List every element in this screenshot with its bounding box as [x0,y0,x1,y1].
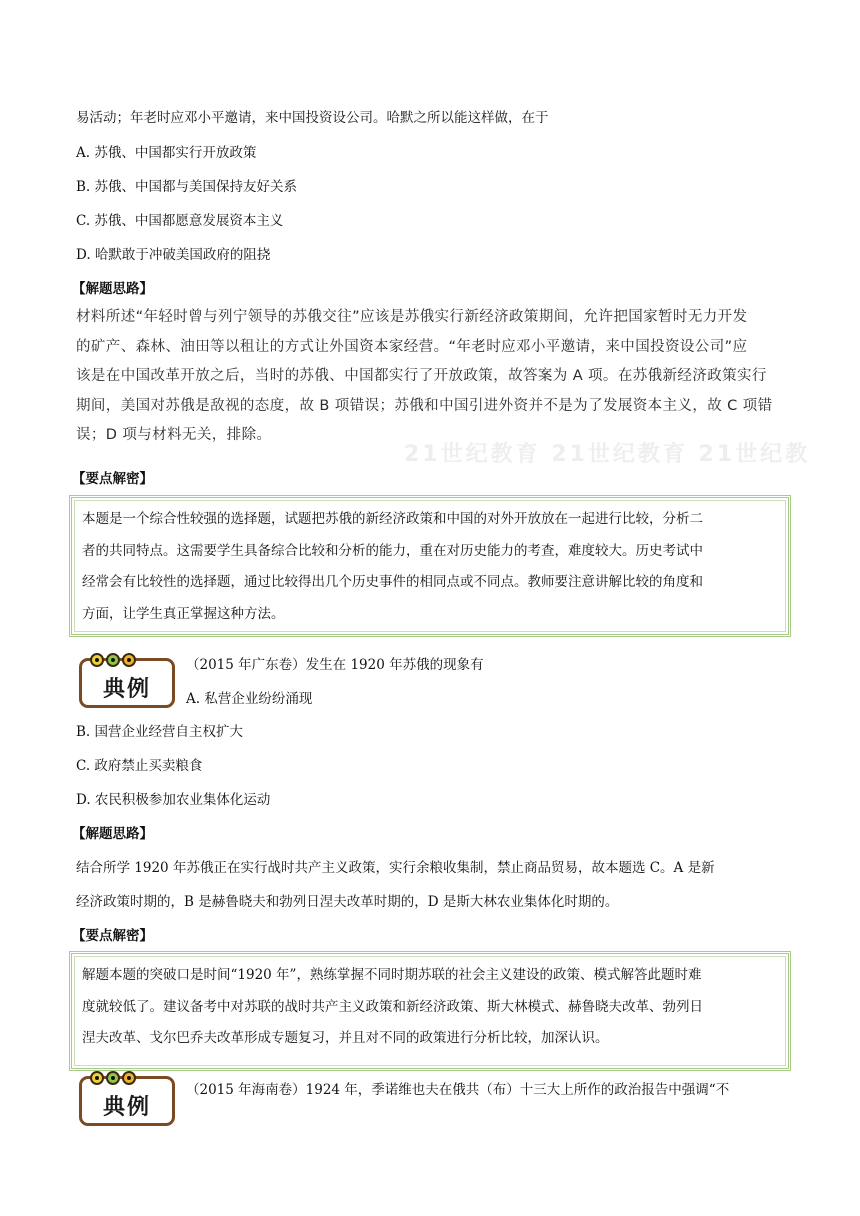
q1-option-b: B. 苏俄、中国都与美国保持友好关系 [76,179,298,195]
q2-option-b: B. 国营企业经营自主权扩大 [76,724,244,740]
q1-analysis-body [76,303,788,451]
analysis-line: 误；D 项与材料无关，排除。 [76,427,272,443]
tips-line: 方面，让学生真正掌握这种方法。 [82,605,285,622]
q2-analysis-line-2: 经济政策时期的，B 是赫鲁晓夫和勃列日涅夫改革时期的，D 是斯大林农业集体化时期的。 [76,894,619,910]
tips-line: 涅夫改革、戈尔巴乔夫改革形成专题复习，并且对不同的政策进行分析比较，加深认识。 [82,1030,609,1046]
analysis-line: 期间，美国对苏俄是敌视的态度，故 B 项错误；苏俄和中国引进外资并不是为了发展资本主义，故 C 项错 [76,397,773,414]
tips-line: 解题本题的突破口是时间“1920 年”，熟练掌握不同时期苏联的社会主义建设的政策、模式解答此题时难 [82,967,702,983]
q1-tips-box [69,495,791,637]
q2-tips-heading: 【要点解密】 [72,928,153,944]
tips-line: 度就较低了。建议备考中对苏联的战时共产主义政策和新经济政策、斯大林模式、赫鲁晓夫改革、勃列日 [82,998,703,1015]
q2-option-c: C. 政府禁止买卖粮食 [76,758,203,774]
q2-option-a: A. 私营企业纷纷涌现 [186,691,313,707]
q2-analysis-line-1: 结合所学 1920 年苏俄正在实行战时共产主义政策，实行余粮收集制，禁止商品贸易，故本题选 C。A 是新 [76,860,715,876]
q1-analysis-heading: 【解题思路】 [72,281,153,297]
q3-stem: （2015 年海南卷）1924 年，季诺维也夫在俄共（布）十三大上所作的政治报告中强调“不 [186,1082,730,1098]
tips-line: 本题是一个综合性较强的选择题，试题把苏俄的新经济政策和中国的对外开放放在一起进行比较，分析二 [82,511,703,527]
analysis-line: 材料所述“年轻时曾与列宁领导的苏俄交往”应该是苏俄实行新经济政策期间，允许把国家暂时无力开发 [76,309,748,325]
analysis-line: 该是在中国改革开放之后，当时的苏俄、中国都实行了开放政策，故答案为 A 项。在苏俄新经济政策实行 [76,368,767,384]
analysis-line: 的矿产、森林、油田等以租让的方式让外国资本家经营。“年老时应邓小平邀请，来中国投资设公司”应 [76,338,748,355]
q1-tips-heading: 【要点解密】 [72,471,153,487]
q1-option-c: C. 苏俄、中国都愿意发展资本主义 [76,213,284,229]
example-badge-label: 典例 [102,1095,151,1120]
watermark: 21世纪教育 21世纪教育 21世纪教 [404,442,811,467]
tips-line: 者的共同特点。这需要学生具备综合比较和分析的能力，重在对历史能力的考查，难度较大。历史考试中 [82,542,703,559]
q1-stem-end: 易活动；年老时应邓小平邀请，来中国投资设公司。哈默之所以能这样做，在于 [76,110,549,126]
q1-option-d: D. 哈默敢于冲破美国政府的阻挠 [76,247,271,263]
q2-stem: （2015 年广东卷）发生在 1920 年苏俄的现象有 [186,657,484,673]
q2-option-d: D. 农民积极参加农业集体化运动 [76,792,271,808]
example-badge-icon [79,1076,175,1126]
q2-tips-box [69,951,791,1071]
tips-line: 经常会有比较性的选择题，通过比较得出几个历史事件的相同点或不同点。教师要注意讲解比较的角度和 [82,574,703,590]
q1-option-a: A. 苏俄、中国都实行开放政策 [76,145,257,161]
example-badge-label: 典例 [102,677,151,702]
example-badge-icon [79,658,175,708]
q2-analysis-heading: 【解题思路】 [72,826,153,842]
